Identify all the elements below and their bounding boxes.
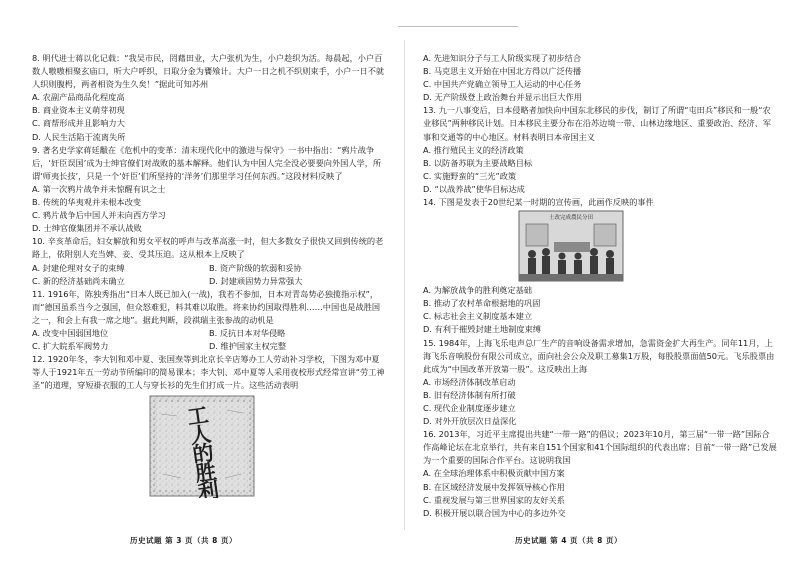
q13-option-b: B. 以防备苏联为主要战略目标 bbox=[423, 157, 533, 168]
page-footer-left: 历史试题 第 3 页（共 8 页） bbox=[130, 536, 237, 545]
question-12 bbox=[32, 353, 386, 498]
question-11-stem: 11. 1916年，陈独秀指出“日本人既已加入(一战)，我若不参加，日本对青岛势必独揽指示权”，而“德国虽系当今之强国，但众怒难犯，料其难以取胜。将来协约国取得胜利……中国也是战胜国之一，和会上有我一席之地”。据此判断，段祺瑞主张参战的动机是 bbox=[32, 288, 381, 325]
q15-option-b: B. 旧有经济体制有所打破 bbox=[423, 389, 516, 400]
q14-option-b: B. 推动了农村革命根据地的巩固 bbox=[423, 298, 541, 309]
top-rule bbox=[398, 26, 518, 27]
q11-options-row-2 bbox=[32, 340, 386, 353]
q16-option-b: B. 在区域经济发展中发挥领导核心作用 bbox=[423, 481, 565, 492]
q11-option-a: A. 改变中国弱国地位 bbox=[32, 327, 109, 338]
poster-caption: 土改完成農民分田 bbox=[548, 215, 594, 222]
q11-option-c: C. 扩大皖系军阀势力 bbox=[32, 341, 109, 352]
question-14-stem: 14. 下图是发表于20世纪某一时期的宣传画，此画作反映的事件 bbox=[423, 197, 654, 208]
q13-option-c: C. 实施野蛮的“三光”政策 bbox=[423, 170, 517, 181]
q15-option-d: D. 对外开放层次日益深化 bbox=[423, 416, 517, 427]
q10-option-a: A. 封建伦理对女子的束缚 bbox=[32, 262, 125, 273]
q9-option-d: D. 士绅官僚集团并不承认战败 bbox=[32, 223, 142, 234]
question-14 bbox=[423, 196, 777, 336]
right-column bbox=[423, 52, 777, 520]
question-15 bbox=[423, 337, 777, 429]
q8-option-b: B. 商业资本主义萌芽初现 bbox=[32, 105, 125, 116]
question-11 bbox=[32, 288, 386, 353]
q15-option-c: C. 现代企业制度逐步建立 bbox=[423, 402, 516, 413]
q9-option-c: C. 鸦片战争后中国人并未向西方学习 bbox=[32, 210, 166, 221]
question-10-stem: 10. 辛亥革命后，妇女解放和男女平权的呼声与改革高涨一时，但大多数女子很快又回到传统的老路上，依附别人充当婢、妾、受其压迫。这从根本上反映了 bbox=[32, 236, 384, 260]
page-footer-right: 历史试题 第 4 页（共 8 页） bbox=[515, 536, 622, 545]
q14-option-a: A. 为解放战争的胜利奠定基础 bbox=[423, 285, 532, 296]
workers-victory-textbook-image bbox=[147, 394, 257, 498]
question-13 bbox=[423, 104, 777, 196]
q8-option-a: A. 农副产品商品化程度高 bbox=[32, 92, 125, 103]
q12-option-c: C. 中国共产党确立领导工人运动的中心任务 bbox=[423, 79, 582, 90]
q9-option-a: A. 第一次鸦片战争并未惊醒有识之士 bbox=[32, 183, 166, 194]
question-12-options bbox=[423, 52, 777, 104]
q11-option-b: B. 反抗日本对华侵略 bbox=[209, 327, 286, 338]
question-12-stem: 12. 1920年冬，李大钊和邓中夏、张国焘等到北京长辛店筹办工人劳动补习学校，下图为邓中夏等人于1921年五一劳动节所编印的简易课本；李大钊、邓中夏等人采用夜校形式经常宣讲“劳工神圣”的道理，穿短褂衣服的工人与穿长衫的先生们打成一片。这些活动表明 bbox=[32, 354, 385, 391]
q12-option-b: B. 马克思主义开始在中国北方得以广泛传播 bbox=[423, 66, 582, 77]
q12-option-d: D. 无产阶级登上政治舞台并显示出巨大作用 bbox=[423, 92, 582, 103]
q14-option-c: C. 标志社会主义制度基本建立 bbox=[423, 311, 533, 322]
q16-option-c: C. 重视发展与第三世界国家的友好关系 bbox=[423, 494, 565, 505]
question-10 bbox=[32, 235, 386, 287]
question-16 bbox=[423, 428, 777, 520]
question-16-stem: 16. 2013年，习近平主席提出共建“一带一路”的倡议；2023年10月，第三届“一带一路”国际合作高峰论坛在北京举行，共有来自151个国家和41个国际组织的代表出席；目前“一带一路”已发展为一个重要的国际合作平台。这说明我国 bbox=[423, 429, 777, 466]
left-column bbox=[32, 52, 386, 500]
question-8 bbox=[32, 52, 386, 144]
q8-option-d: D. 人民生活陷于流离失所 bbox=[32, 131, 126, 142]
question-15-stem: 15. 1984年，上海飞乐电声总厂生产的音响设备需求增加，急需资金扩大再生产。同年11月，上海飞乐音响股份有限公司成立，面向社会公众及职工募集1万股，每股股票面值50元。飞乐股票由此成为“中国改革开放第一股”。这反映出上海 bbox=[423, 337, 775, 374]
q11-options-row-1 bbox=[32, 327, 386, 340]
q9-option-b: B. 传统的华夷观并未根本改变 bbox=[32, 197, 142, 208]
q14-option-d: D. 有利于摧毁封建土地制度束缚 bbox=[423, 324, 541, 335]
q16-option-a: A. 在全球治理体系中积极贡献中国方案 bbox=[423, 468, 565, 479]
q12-option-a: A. 先进知识分子与工人阶级实现了初步结合 bbox=[423, 53, 582, 63]
q10-options-row-1 bbox=[32, 262, 386, 275]
q15-option-a: A. 市场经济体制改革启动 bbox=[423, 376, 516, 387]
image-title-text: 工人的胜利 bbox=[183, 403, 222, 499]
question-9 bbox=[32, 144, 386, 236]
q13-option-d: D. “以战养战”使华目标达成 bbox=[423, 183, 525, 194]
question-9-stem: 9. 著名史学家蒋廷黻在《危机中的变革：清末现代化中的激进与保守》一书中指出：“鸦片战争后，‘奸臣误国’成为士绅官僚们对战败的基本解释。他们认为中国人完全没必要要向外国人学，所谓‘师夷长技’，只是一个‘奸臣’们所坚持的‘洋务’们那里学习任何东西。”这段材料反映了 bbox=[32, 144, 382, 181]
q11-option-d: D. 维护国家主权完整 bbox=[209, 341, 287, 352]
question-13-stem: 13. 九一八事变后，日本侵略者加快向中国东北移民的步伐，制订了所谓“屯田兵”移民和一般“农业移民”两种移民计划。日本移民主要分布在沿苏边境一带、山林边缘地区、重要政治、经济、军事和交通等的中心地区。材料表明日本帝国主义 bbox=[423, 105, 772, 142]
q10-options-row-2 bbox=[32, 275, 386, 288]
q8-option-c: C. 商帮形成并且影响力大 bbox=[32, 118, 125, 129]
page-divider bbox=[404, 40, 405, 530]
q10-option-d: D. 封建顽固势力异常强大 bbox=[209, 275, 303, 286]
q13-option-a: A. 推行殖民主义的经济政策 bbox=[423, 144, 524, 155]
q16-option-d: D. 积极开展以联合国为中心的多边外交 bbox=[423, 507, 566, 518]
q10-option-b: B. 资产阶级的软弱和妥协 bbox=[209, 262, 302, 273]
question-8-stem: 8. 明代进士蒋以化记载：“我吴市民，罔藉田业，大户张机为生，小户趁织为活。每晨起，小户百数人嗷嗷相聚玄庙口，听大户呼织，日取分金为饔飧计。大户一日之机不织则束手，小户一日不就人织则腹枵，两者相资为生久矣！”据此可知苏州 bbox=[32, 53, 385, 90]
land-reform-poster-image bbox=[518, 210, 624, 282]
q10-option-c: C. 新的经济基础尚未确立 bbox=[32, 275, 125, 286]
